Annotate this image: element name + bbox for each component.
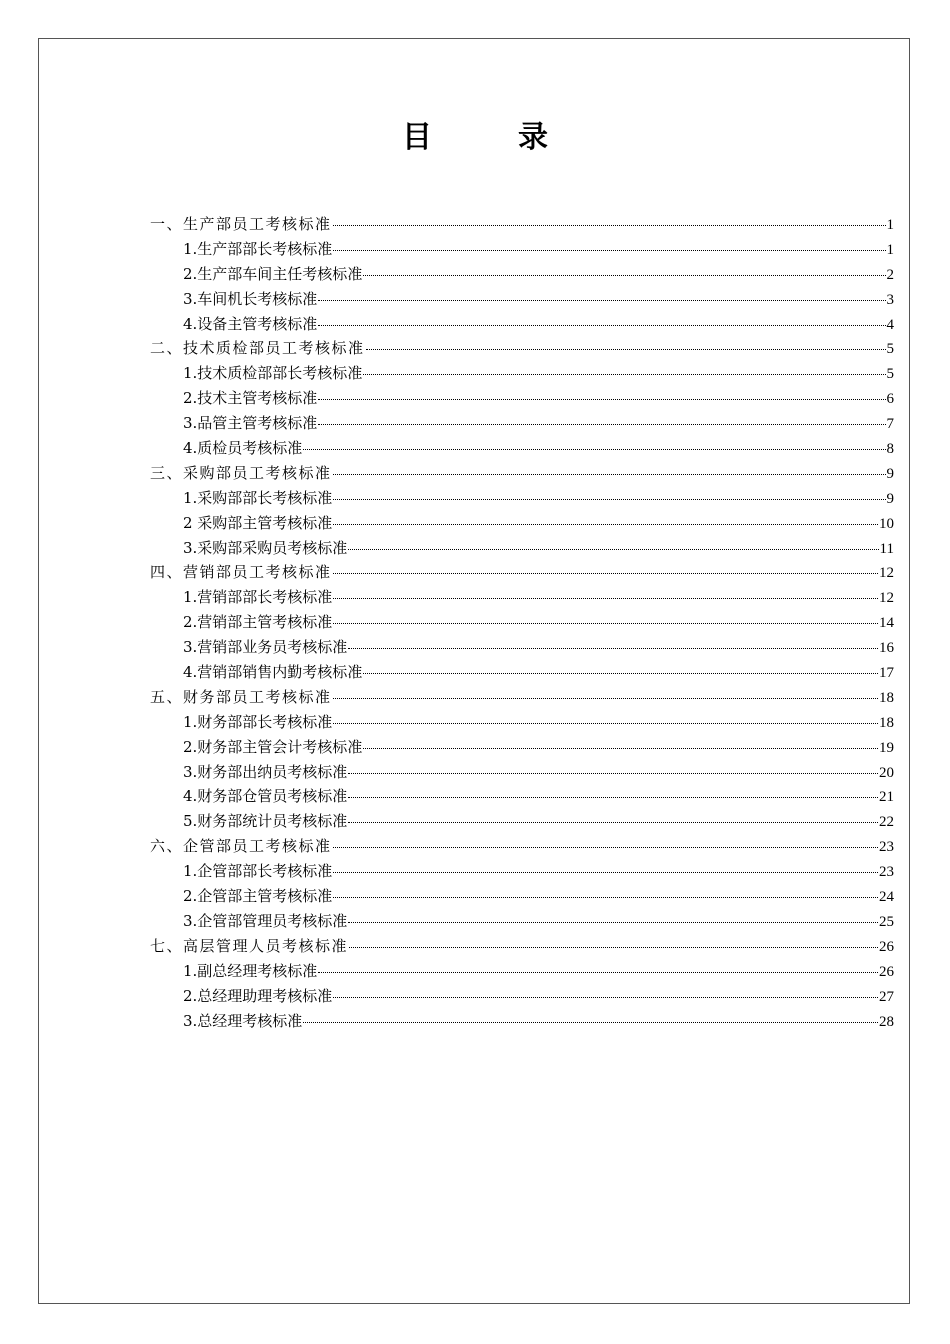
toc-subsection-entry[interactable] — [150, 361, 894, 386]
toc-page-number: 19 — [879, 739, 894, 756]
toc-entry-label: 2.技术主管考核标准 — [183, 389, 318, 408]
toc-subsection-entry[interactable] — [150, 411, 894, 436]
toc-subsection-entry[interactable] — [150, 859, 894, 884]
toc-dot-leader — [348, 647, 878, 649]
toc-page-number: 12 — [879, 590, 894, 607]
toc-dot-leader — [303, 1021, 878, 1023]
toc-dot-leader — [333, 224, 886, 226]
toc-page-number: 28 — [879, 1013, 894, 1030]
toc-dot-leader — [333, 572, 878, 574]
toc-subsection-entry[interactable] — [150, 735, 894, 760]
toc-entry-label: 二、技术质检部员工考核标准 — [150, 339, 365, 358]
table-of-contents — [150, 212, 894, 1033]
toc-subsection-entry[interactable] — [150, 486, 894, 511]
toc-entry-label: 四、营销部员工考核标准 — [150, 563, 332, 582]
toc-subsection-entry[interactable] — [150, 237, 894, 262]
toc-page-number: 26 — [879, 938, 894, 955]
toc-subsection-entry[interactable] — [150, 710, 894, 735]
toc-page-number: 21 — [879, 789, 894, 806]
toc-page-number: 10 — [879, 515, 894, 532]
toc-page-number: 5 — [886, 341, 894, 358]
toc-entry-label: 3.总经理考核标准 — [183, 1011, 303, 1030]
toc-dot-leader — [333, 722, 878, 724]
toc-page-number: 14 — [879, 615, 894, 632]
toc-dot-leader — [333, 523, 878, 525]
toc-subsection-entry[interactable] — [150, 511, 894, 536]
toc-entry-label: 1.副总经理考核标准 — [183, 961, 318, 980]
toc-dot-leader — [318, 423, 885, 425]
toc-dot-leader — [363, 274, 885, 276]
toc-entry-label: 三、采购部员工考核标准 — [150, 463, 332, 482]
toc-subsection-entry[interactable] — [150, 635, 894, 660]
toc-entry-label: 3.品管主管考核标准 — [183, 414, 318, 433]
toc-page-number: 17 — [879, 665, 894, 682]
toc-subsection-entry[interactable] — [150, 959, 894, 984]
toc-dot-leader — [333, 498, 885, 500]
toc-dot-leader — [348, 821, 878, 823]
toc-entry-label: 4.财务部仓管员考核标准 — [183, 787, 348, 806]
toc-subsection-entry[interactable] — [150, 386, 894, 411]
toc-page-number: 2 — [886, 266, 894, 283]
toc-entry-label: 2.营销部主管考核标准 — [183, 613, 333, 632]
toc-dot-leader — [363, 373, 885, 375]
toc-entry-label: 3.采购部采购员考核标准 — [183, 538, 348, 557]
toc-page-number: 1 — [886, 241, 894, 258]
toc-entry-label: 1.企管部部长考核标准 — [183, 862, 333, 881]
toc-subsection-entry[interactable] — [150, 884, 894, 909]
toc-subsection-entry[interactable] — [150, 809, 894, 834]
toc-dot-leader — [348, 548, 878, 550]
toc-section-entry[interactable] — [150, 212, 894, 237]
toc-page-number: 25 — [879, 913, 894, 930]
toc-entry-label: 3.财务部出纳员考核标准 — [183, 762, 348, 781]
toc-subsection-entry[interactable] — [150, 1009, 894, 1034]
toc-subsection-entry[interactable] — [150, 262, 894, 287]
toc-entry-label: 4.营销部销售内勤考核标准 — [183, 663, 363, 682]
toc-entry-label: 七、高层管理人员考核标准 — [150, 936, 349, 955]
toc-page-number: 4 — [886, 316, 894, 333]
toc-page-number: 3 — [886, 291, 894, 308]
toc-subsection-entry[interactable] — [150, 760, 894, 785]
toc-dot-leader — [348, 921, 878, 923]
toc-section-entry[interactable] — [150, 560, 894, 585]
toc-subsection-entry[interactable] — [150, 436, 894, 461]
toc-dot-leader — [333, 996, 878, 998]
toc-dot-leader — [318, 971, 878, 973]
toc-dot-leader — [366, 348, 886, 350]
toc-dot-leader — [348, 772, 878, 774]
toc-page-number: 20 — [879, 764, 894, 781]
toc-page-number: 18 — [879, 689, 894, 706]
toc-dot-leader — [363, 747, 878, 749]
toc-page-number: 16 — [879, 640, 894, 657]
toc-page-number: 27 — [879, 988, 894, 1005]
toc-dot-leader — [333, 597, 878, 599]
toc-subsection-entry[interactable] — [150, 660, 894, 685]
toc-page-number: 26 — [879, 963, 894, 980]
toc-dot-leader — [333, 697, 878, 699]
toc-page-number: 6 — [886, 391, 894, 408]
toc-entry-label: 1.财务部部长考核标准 — [183, 712, 333, 731]
toc-dot-leader — [333, 871, 878, 873]
toc-page-number: 5 — [886, 366, 894, 383]
toc-entry-label: 3.车间机长考核标准 — [183, 289, 318, 308]
toc-entry-label: 2 采购部主管考核标准 — [183, 513, 333, 532]
toc-dot-leader — [318, 299, 885, 301]
toc-dot-leader — [333, 622, 878, 624]
toc-entry-label: 2.总经理助理考核标准 — [183, 986, 333, 1005]
toc-dot-leader — [318, 398, 885, 400]
page-title: 目 录 — [402, 120, 576, 155]
toc-page-number: 11 — [879, 540, 894, 557]
toc-entry-label: 2.生产部车间主任考核标准 — [183, 264, 363, 283]
toc-entry-label: 1.生产部部长考核标准 — [183, 239, 333, 258]
toc-dot-leader — [333, 896, 878, 898]
toc-entry-label: 六、企管部员工考核标准 — [150, 837, 332, 856]
toc-entry-label: 1.采购部部长考核标准 — [183, 488, 333, 507]
toc-dot-leader — [333, 249, 885, 251]
toc-dot-leader — [348, 796, 878, 798]
toc-section-entry[interactable] — [150, 461, 894, 486]
toc-subsection-entry[interactable] — [150, 312, 894, 337]
toc-subsection-entry[interactable] — [150, 784, 894, 809]
toc-entry-label: 1.营销部部长考核标准 — [183, 588, 333, 607]
toc-entry-label: 一、生产部员工考核标准 — [150, 215, 332, 233]
toc-page-number: 22 — [879, 814, 894, 831]
toc-entry-label: 4.质检员考核标准 — [183, 439, 303, 458]
toc-dot-leader — [333, 473, 886, 475]
toc-dot-leader — [349, 946, 878, 948]
toc-dot-leader — [318, 324, 885, 326]
toc-subsection-entry[interactable] — [150, 585, 894, 610]
toc-page-number: 7 — [886, 416, 894, 433]
toc-dot-leader — [333, 846, 878, 848]
toc-subsection-entry[interactable] — [150, 536, 894, 561]
toc-subsection-entry[interactable] — [150, 909, 894, 934]
toc-subsection-entry[interactable] — [150, 287, 894, 312]
toc-entry-label: 4.设备主管考核标准 — [183, 314, 318, 333]
toc-page-number: 23 — [879, 839, 894, 856]
toc-page-number: 18 — [879, 714, 894, 731]
toc-section-entry[interactable] — [150, 934, 894, 959]
toc-section-entry[interactable] — [150, 834, 894, 859]
toc-subsection-entry[interactable] — [150, 610, 894, 635]
toc-entry-label: 5.财务部统计员考核标准 — [183, 812, 348, 831]
toc-entry-label: 五、财务部员工考核标准 — [150, 687, 332, 706]
toc-page-number: 23 — [879, 864, 894, 881]
toc-entry-label: 2.企管部主管考核标准 — [183, 887, 333, 906]
toc-entry-label: 2.财务部主管会计考核标准 — [183, 737, 363, 756]
toc-page-number: 1 — [886, 217, 894, 233]
toc-page-number: 8 — [886, 441, 894, 458]
toc-section-entry[interactable] — [150, 685, 894, 710]
toc-entry-label: 1.技术质检部部长考核标准 — [183, 364, 363, 383]
toc-subsection-entry[interactable] — [150, 984, 894, 1009]
toc-entry-label: 3.企管部管理员考核标准 — [183, 911, 348, 930]
toc-page-number: 9 — [886, 465, 894, 482]
toc-page-number: 24 — [879, 889, 894, 906]
toc-dot-leader — [303, 448, 885, 450]
toc-dot-leader — [363, 672, 878, 674]
toc-page-number: 9 — [886, 490, 894, 507]
toc-section-entry[interactable] — [150, 336, 894, 361]
toc-page-number: 12 — [879, 565, 894, 582]
toc-entry-label: 3.营销部业务员考核标准 — [183, 638, 348, 657]
